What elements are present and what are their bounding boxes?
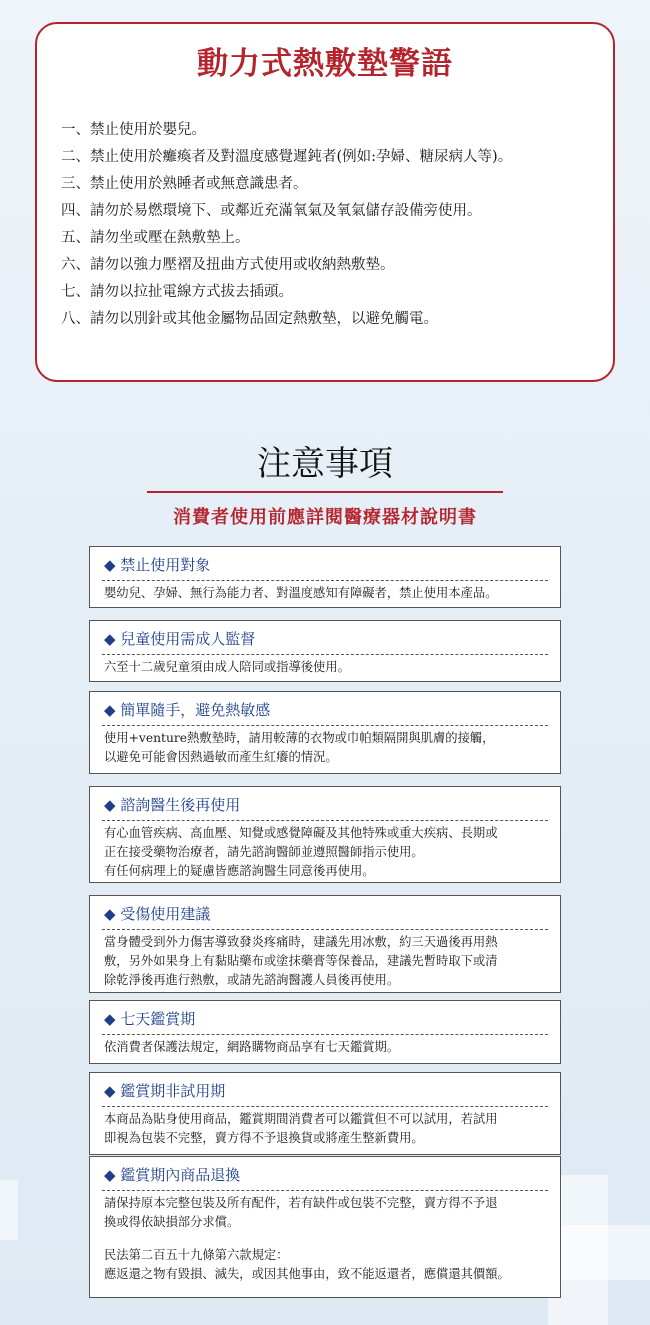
warning-list xyxy=(61,117,512,333)
section-body xyxy=(104,658,550,677)
section-line: 六至十二歲兒童須由成人陪同或指導後使用。 xyxy=(104,660,350,674)
background-cross-decoration xyxy=(0,1180,18,1240)
section-heading: ◆ 禁止使用對象 xyxy=(104,556,211,574)
section-line: 應返還之物有毀損、滅失，或因其他事由，致不能返還者，應償還其價額。 xyxy=(104,1267,510,1281)
notice-divider xyxy=(147,491,503,493)
section-line: 依消費者保護法規定，網路購物商品享有七天鑑賞期。 xyxy=(104,1040,400,1054)
dashed-divider xyxy=(102,820,548,821)
notice-section-prohibited-users xyxy=(89,546,561,608)
section-heading: ◆ 受傷使用建議 xyxy=(104,905,211,923)
section-line: 有任何病理上的疑慮皆應諮詢醫生同意後再使用。 xyxy=(104,864,375,878)
warning-item: 四、請勿於易燃環境下、或鄰近充滿氧氣及氧氣儲存設備旁使用。 xyxy=(61,203,482,219)
warning-card xyxy=(35,22,615,382)
notice-section-heat-sensitivity xyxy=(89,691,561,774)
section-line: 即視為包裝不完整，賣方得不予退換貨或將產生整新費用。 xyxy=(104,1131,424,1145)
notice-subtitle: 消費者使用前應詳閱醫療器材說明書 xyxy=(173,507,477,528)
section-line: 使用+venture熱敷墊時，請用較薄的衣物或巾帕類隔開與肌膚的接觸， xyxy=(104,731,495,745)
warning-item: 七、請勿以拉扯電線方式拔去插頭。 xyxy=(61,284,293,300)
section-heading: ◆ 諮詢醫生後再使用 xyxy=(104,796,241,814)
section-line: 換或得依缺損部分求償。 xyxy=(104,1215,240,1229)
notice-section-child-supervision xyxy=(89,620,561,682)
paragraph-gap xyxy=(104,1232,550,1246)
notice-section-consult-doctor xyxy=(89,786,561,883)
notice-section-not-trial-period xyxy=(89,1072,561,1155)
section-heading: ◆ 鑑賞期非試用期 xyxy=(104,1082,226,1100)
section-line: 正在接受藥物治療者，請先諮詢醫師並遵照醫師指示使用。 xyxy=(104,845,424,859)
section-body xyxy=(104,584,550,603)
dashed-divider xyxy=(102,1034,548,1035)
warning-item: 六、請勿以強力壓褶及扭曲方式使用或收納熱敷墊。 xyxy=(61,257,395,273)
warning-item: 三、禁止使用於熟睡者或無意識患者。 xyxy=(61,176,308,192)
section-line: 除乾淨後再進行熱敷，或請先諮詢醫護人員後再使用。 xyxy=(104,973,400,987)
warning-item: 八、請勿以別針或其他金屬物品固定熱敷墊，以避免觸電。 xyxy=(61,311,438,327)
notice-section-seven-day-appreciation xyxy=(89,1000,561,1064)
section-heading: ◆ 兒童使用需成人監督 xyxy=(104,630,256,648)
dashed-divider xyxy=(102,654,548,655)
section-heading: ◆ 鑑賞期內商品退換 xyxy=(104,1166,241,1184)
section-heading: ◆ 七天鑑賞期 xyxy=(104,1010,196,1028)
dashed-divider xyxy=(102,929,548,930)
warning-item: 五、請勿坐或壓在熱敷墊上。 xyxy=(61,230,250,246)
notice-title: 注意事項 xyxy=(257,444,393,484)
dashed-divider xyxy=(102,580,548,581)
section-line: 請保持原本完整包裝及所有配件，若有缺件或包裝不完整，賣方得不予退 xyxy=(104,1196,498,1210)
section-line: 當身體受到外力傷害導致發炎疼痛時，建議先用冰敷，約三天過後再用熱 xyxy=(104,935,498,949)
notice-section-returns xyxy=(89,1156,561,1298)
section-body xyxy=(104,824,550,881)
warning-item: 二、禁止使用於癱瘓者及對溫度感覺遲鈍者(例如:孕婦、糖尿病人等)。 xyxy=(61,149,513,165)
dashed-divider xyxy=(102,1190,548,1191)
section-line: 嬰幼兒、孕婦、無行為能力者、對溫度感知有障礙者，禁止使用本產品。 xyxy=(104,586,498,600)
section-line: 以避免可能會因熱過敏而產生紅癢的情況。 xyxy=(104,750,338,764)
section-line: 本商品為貼身使用商品，鑑賞期間消費者可以鑑賞但不可以試用，若試用 xyxy=(104,1112,498,1126)
section-body xyxy=(104,729,550,767)
section-heading: ◆ 簡單隨手，避免熱敏感 xyxy=(104,701,271,719)
dashed-divider xyxy=(102,1106,548,1107)
section-body xyxy=(104,1110,550,1148)
section-line: 敷，另外如果身上有黏貼藥布或塗抹藥膏等保養品，建議先暫時取下或清 xyxy=(104,954,498,968)
warning-title: 動力式熱敷墊警語 xyxy=(197,46,453,82)
section-body xyxy=(104,1038,550,1057)
warning-item: 一、禁止使用於嬰兒。 xyxy=(61,122,206,138)
notice-section-injury-advice xyxy=(89,895,561,993)
section-line: 有心血管疾病、高血壓、知覺或感覺障礙及其他特殊或重大疾病、長期或 xyxy=(104,826,498,840)
section-body xyxy=(104,933,550,990)
section-line: 民法第二百五十九條第六款規定： xyxy=(104,1248,289,1262)
section-body xyxy=(104,1194,550,1284)
dashed-divider xyxy=(102,725,548,726)
